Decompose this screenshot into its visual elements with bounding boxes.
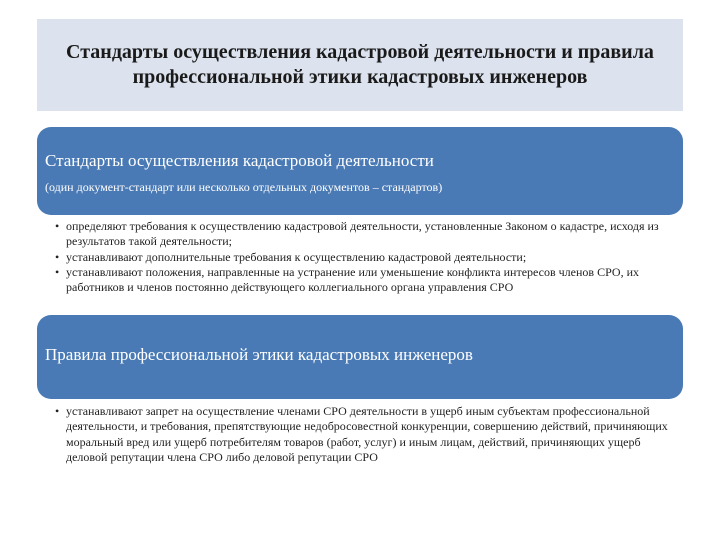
list-item-text: устанавливают положения, направленные на устранение или уменьшение конфликта интересов членов СРО, их работников и членов постоянно действующего коллегиального органа управления СРО	[66, 264, 639, 295]
list-item	[55, 250, 670, 265]
list-item-text: устанавливают запрет на осуществление членами СРО деятельности в ущерб иным субъектам профессиональной деятельности, и требования, препятствующие недобросовестной конкуренции, совершению действий, причиняющих моральный вред или ущерб потребителям товаров (работ, услуг) и иным лицам, действий, причиняющих ущерб деловой репутации члена СРО либо деловой репутации СРО	[66, 404, 668, 464]
title-panel	[37, 19, 683, 111]
section-subtitle: (один документ-стандарт или несколько отдельных документов – стандартов)	[45, 180, 443, 194]
bullet-icon: •	[55, 264, 60, 279]
section-title: Правила профессиональной этики кадастровых инженеров	[45, 345, 473, 364]
section-header-ethics	[37, 315, 683, 399]
list-item	[55, 404, 670, 465]
bullet-icon: •	[55, 404, 60, 418]
ethics-bullet-list	[55, 404, 670, 465]
slide-title: Стандарты осуществления кадастровой деятельности и правила профессиональной этики кадастровых инженеров	[66, 41, 654, 88]
bullet-icon: •	[55, 249, 60, 264]
list-item-text: определяют требования к осуществлению кадастровой деятельности, установленные Законом о кадастре, исходя из результатов такой деятельности;	[66, 219, 659, 249]
list-item	[55, 219, 670, 250]
section-header-standards	[37, 127, 683, 215]
bullet-icon: •	[55, 219, 60, 233]
standards-bullet-list	[55, 219, 670, 295]
list-item-text: устанавливают дополнительные требования к осуществлению кадастровой деятельности;	[66, 249, 527, 264]
section-title: Стандарты осуществления кадастровой деятельности	[45, 151, 434, 170]
list-item	[55, 265, 670, 296]
